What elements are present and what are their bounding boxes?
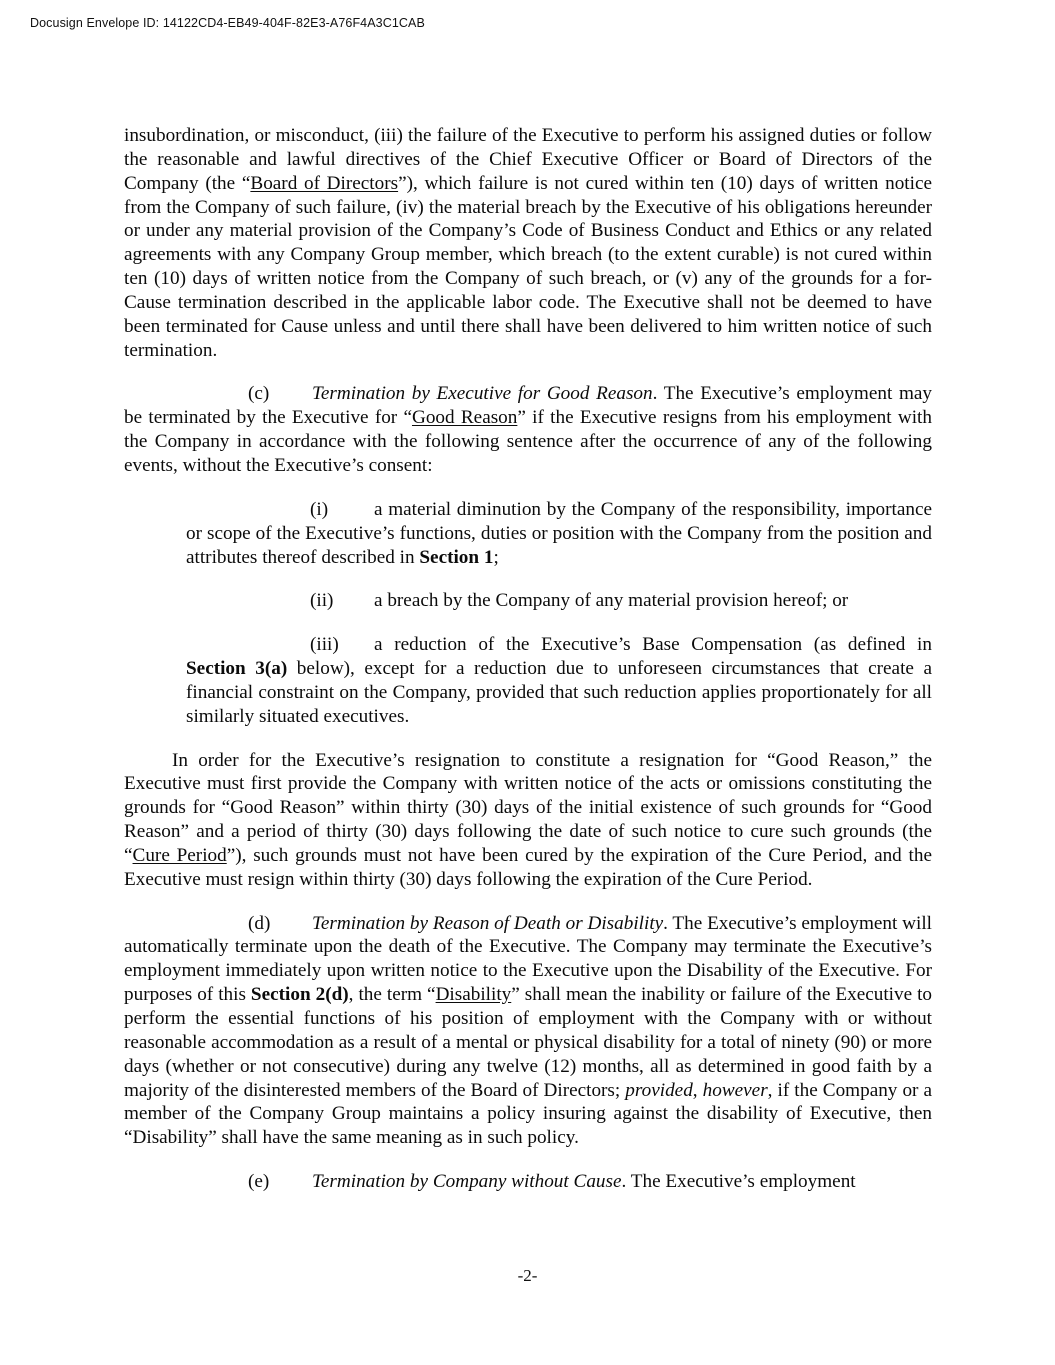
section-label-c: (c)	[248, 383, 270, 405]
defined-term-good-reason: Good Reason	[411, 407, 518, 429]
text: a breach by the Company of any material provision hereof; or	[374, 590, 849, 612]
text: . The Executive’s employment may be terminated by the Executive for “	[124, 383, 932, 429]
section-label-e: (e)	[248, 1171, 270, 1193]
defined-term-disability: Disability	[435, 984, 512, 1006]
text: below), except for a reduction due to unforeseen circumstances that create a financial constraint on the Company, provided that such reduction applies proportionately for all similarly situated executives.	[186, 658, 932, 727]
spacer	[124, 362, 932, 382]
section-heading-d: Termination by Reason of Death or Disability	[312, 912, 664, 934]
reference-section-3a: Section 3(a)	[186, 658, 288, 680]
text: a reduction of the Executive’s Base Compensation (as defined in	[374, 634, 932, 656]
text: insubordination, or misconduct, (iii) the failure of the Executive to perform his assigned duties or follow the reasonable and lawful directives of the Chief Executive Officer or Board of Directors of the Company (the “	[124, 125, 932, 194]
text: , if the Company or a member of the Company Group maintains a policy insuring against the disability of Executive, then “Disability” shall have the same meaning as in such policy.	[124, 1079, 933, 1149]
paragraph-c-ii	[186, 589, 932, 613]
defined-term-cure-period: Cure Period	[132, 844, 227, 866]
text: ”), which failure is not cured within ten (10) days of written notice from the Company of such failure, (iv) the material breach by the Executive of his obligations hereunder or under any material provision of the Company’s Code of Business Conduct and Ethics or any related agreements with any Company Group member, which breach (to the extent curable) is not cured within ten (10) days of written notice from the Company of such breach, or (v) any of the grounds for a for-Cause termination described in the applicable labor code. The Executive shall not be deemed to have been terminated for Cause unless and until there shall have been delivered to him written notice of such termination.	[124, 172, 932, 361]
page-number: -2-	[517, 1266, 538, 1285]
item-label-ii: (ii)	[310, 590, 334, 612]
section-label-d: (d)	[248, 912, 271, 934]
reference-section-2d: Section 2(d)	[250, 984, 349, 1006]
docusign-envelope-id: Docusign Envelope ID: 14122CD4-EB49-404F-82E3-A76F4A3C1CAB	[30, 16, 425, 30]
item-label-i: (i)	[310, 498, 329, 520]
paragraph-c-iii	[186, 633, 932, 728]
emphasis-provided: provided	[625, 1079, 693, 1101]
paragraph-e-without-cause	[124, 1170, 932, 1194]
spacer	[124, 1150, 932, 1170]
text: , the term “	[348, 984, 436, 1006]
spacer	[124, 478, 932, 498]
text: ”), such grounds must not have been cured by the expiration of the Cure Period, and the Executive must resign within thirty (30) days following the expiration of the Cure Period.	[124, 844, 932, 890]
spacer	[124, 613, 932, 633]
item-label-iii: (iii)	[310, 634, 339, 656]
text: . The Executive’s employment	[621, 1171, 856, 1193]
reference-section-1: Section 1	[419, 546, 494, 568]
emphasis-however: however	[702, 1079, 768, 1101]
document-page	[124, 124, 932, 1194]
paragraph-c-good-reason	[124, 382, 932, 477]
spacer	[124, 892, 932, 912]
text: ,	[692, 1079, 703, 1101]
text: In order for the Executive’s resignation to constitute a resignation for “Good Reason,” the Executive must first provide the Company with written notice of the acts or omissions constituting the grounds for “Good Reason” within thirty (30) days of the initial existence of such grounds for “Good Reason” and a period of thirty (30) days following the date of such notice to cure such grounds (the “	[124, 749, 932, 866]
spacer	[124, 729, 932, 749]
text: ” if the Executive resigns from his employment with the Company in accordance with the following sentence after the occurrence of any of the following events, without the Executive’s consent:	[124, 407, 932, 476]
paragraph-good-reason-notice	[124, 749, 932, 892]
paragraph-cause-continued	[124, 124, 932, 362]
text: ” shall mean the inability or failure of the Executive to perform the essential functions of his position of employment with the Company with or without reasonable accommodation as a result of a mental or physical disability for a total of ninety (90) or more days (whether or not consecutive) during any twelve (12) months, all as determined in good faith by a majority of the disinterested members of the Board of Directors;	[124, 984, 933, 1101]
spacer	[124, 569, 932, 589]
section-heading-c: Termination by Executive for Good Reason	[312, 383, 653, 405]
text: ;	[493, 546, 499, 568]
paragraph-c-i	[186, 498, 932, 570]
paragraph-d-death-disability	[124, 912, 932, 1150]
section-heading-e: Termination by Company without Cause	[312, 1171, 622, 1193]
text: . The Executive’s employment will automatically terminate upon the death of the Executive. The Company may terminate the Executive’s employment immediately upon written notice to the Executive upon the Disability of the Executive. For purposes of this	[124, 912, 932, 1006]
defined-term-board-of-directors: Board of Directors	[250, 172, 399, 194]
text: a material diminution by the Company of the responsibility, importance or scope of the Executive’s functions, duties or position with the Company from the position and attributes thereof described in	[186, 498, 932, 568]
